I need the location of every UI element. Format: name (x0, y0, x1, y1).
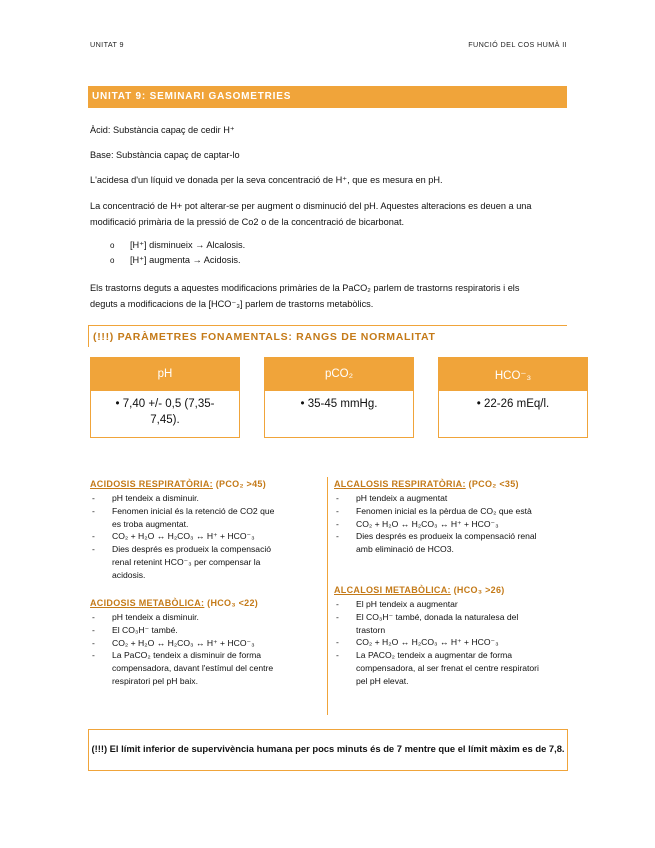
heading-title: ALCALOSI METABÒLICA: (334, 585, 451, 595)
metabolic-acidosis-list (90, 611, 322, 688)
definition-acid: Àcid: Substància capaç de cedir H⁺ (90, 125, 235, 135)
definition-acidity: L'acidesa d'un líquid ve donada per la seva concentració de H⁺, que es mesura en pH. (90, 175, 443, 185)
disorders-paragraph-line-1: Els trastorns deguts a aquestes modificacions primàries de la PaCO₂ parlem de trastorns respiratoris i els (90, 283, 520, 293)
h-concentration-list (110, 238, 245, 268)
card-title: pH (91, 358, 239, 391)
heading-range: (HCO₃ <22) (204, 598, 259, 608)
list-item: - CO₂ + H₂O ↔ H₂CO₃ ↔ H⁺ + HCO⁻₃ (90, 637, 322, 650)
list-item: o [H⁺] disminueix → Alcalosis. (110, 238, 245, 253)
card-title: HCO⁻₃ (439, 358, 587, 391)
page-title: UNITAT 9: SEMINARI GASOMETRIES (88, 86, 567, 108)
list-item: - Dies després es produeix la compensació renal (334, 530, 570, 543)
list-item-continued: es troba augmentat. (112, 518, 189, 529)
list-item: - pH tendeix a augmentat (334, 492, 570, 505)
list-item-continued: renal retenint HCO⁻₃ per compensar la (112, 556, 261, 567)
list-item: - pH tendeix a disminuir. (90, 611, 322, 624)
hco3-card (438, 357, 588, 438)
list-item-continued: respiratori pel pH baix. (112, 675, 198, 686)
ph-paragraph-line-1: La concentració de H+ pot alterar-se per augment o disminució del pH. Aquestes alteracions es deuen a una (90, 201, 532, 211)
list-item: - pH tendeix a disminuir. (90, 492, 322, 505)
list-item: - El CO₃H⁻ també. (90, 624, 322, 637)
list-item: - CO₂ + H₂O ↔ H₂CO₃ ↔ H⁺ + HCO⁻₃ (334, 518, 570, 531)
heading-range: (PCO₂ <35) (465, 479, 519, 489)
heading-range: (PCO₂ >45) (212, 479, 267, 489)
survival-note: (!!!) El límit inferior de supervivència humana per pocs minuts és de 7 mentre que el límit màxim es de 7,8. (88, 729, 568, 771)
list-item-continued: acidosis. (112, 569, 146, 580)
list-item: - Fenomen inicial es la pèrdua de CO₂ que està (334, 505, 570, 518)
header-subject: FUNCIÓ DEL COS HUMÀ II (468, 40, 567, 49)
list-item: - CO₂ + H₂O ↔ H₂CO₃ ↔ H⁺ + HCO⁻₃ (334, 636, 570, 649)
heading-range: (HCO₃ >26) (450, 585, 505, 595)
list-item-continued: compensadora, davant l'estímul del centre (112, 663, 274, 674)
respiratory-acidosis-heading (90, 479, 266, 489)
definition-base: Base: Substància capaç de captar-lo (90, 150, 240, 160)
list-item-continued: pel pH elevat. (356, 675, 409, 686)
list-item: o [H⁺] augmenta → Acidosis. (110, 253, 245, 268)
list-item-continued: trastorn (356, 624, 386, 635)
list-item: - La PACO₂ tendeix a augmentar de forma (334, 649, 570, 662)
ph-card (90, 357, 240, 438)
card-value-line: 7,45). (150, 414, 180, 426)
heading-title: ACIDOSIS RESPIRATÒRIA: (90, 479, 213, 489)
list-item-continued: amb eliminació de HCO3. (356, 544, 454, 555)
ph-paragraph-line-2: modificació primària de la pressió de Co2 o de la concentració de bicarbonat. (90, 217, 405, 227)
card-value-line: • 35-45 mmHg. (300, 398, 378, 410)
pco2-card (264, 357, 414, 438)
list-item-continued: compensadora, al ser frenat el centre respiratori (356, 662, 539, 673)
respiratory-acidosis-list (90, 492, 322, 582)
card-value-line: • 22-26 mEq/l. (476, 398, 550, 410)
card-value-line: • 7,40 +/- 0,5 (7,35- (115, 398, 215, 410)
parameters-heading: (!!!) PARÀMETRES FONAMENTALS: RANGS DE NORMALITAT (88, 325, 567, 347)
card-title: pCO₂ (265, 358, 413, 391)
column-divider (327, 477, 328, 715)
card-value (91, 391, 239, 428)
respiratory-alkalosis-list (334, 492, 570, 556)
metabolic-alkalosis-list (334, 598, 570, 688)
heading-title: ACIDOSIS METABÒLICA: (90, 598, 205, 608)
metabolic-alkalosis-heading (334, 585, 505, 595)
disorders-paragraph-line-2: deguts a modificacions de la [HCO⁻₃] parlem de trastorns metabòlics. (90, 299, 374, 309)
list-item: - CO₂ + H₂O ↔ H₂CO₃ ↔ H⁺ + HCO⁻₃ (90, 530, 322, 543)
metabolic-acidosis-heading (90, 598, 258, 608)
respiratory-alkalosis-heading (334, 479, 519, 489)
list-item: - El CO₃H⁻ també, donada la naturalesa del (334, 611, 570, 624)
heading-title: ALCALOSIS RESPIRATÒRIA: (334, 479, 466, 489)
list-item: - Fenomen inicial és la retenció de CO2 que (90, 505, 322, 518)
list-item: - La PaCO₂ tendeix a disminuir de forma (90, 649, 322, 662)
list-item: - Dies després es produeix la compensació (90, 543, 322, 556)
list-item: - El pH tendeix a augmentar (334, 598, 570, 611)
header-unit: UNITAT 9 (90, 40, 124, 49)
card-value (439, 391, 587, 412)
card-value (265, 391, 413, 412)
